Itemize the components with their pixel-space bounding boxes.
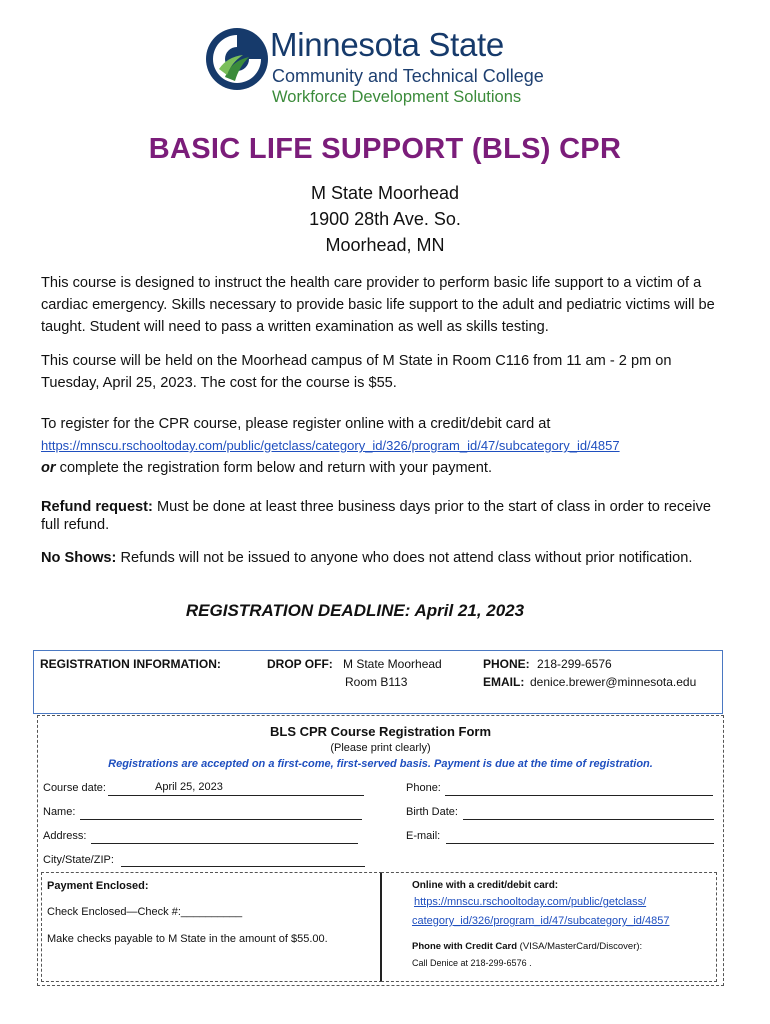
course-date-value: April 25, 2023	[155, 781, 223, 793]
payment-enclosed-label: Payment Enclosed:	[47, 880, 149, 892]
email-label: EMAIL:	[483, 675, 525, 689]
phone-cc-label: Phone with Credit Card	[412, 941, 518, 952]
phone-cc-note: (VISA/MasterCard/Discover):	[517, 941, 643, 952]
noshow-paragraph	[41, 549, 731, 567]
phone-label: PHONE:	[483, 657, 530, 671]
email-value: denice.brewer@minnesota.edu	[530, 675, 697, 689]
refund-text: Must be done at least three business days prior to the start of class in order to receive full refund.	[41, 499, 711, 533]
dropoff-room: Room B113	[345, 675, 408, 689]
check-number-field[interactable]: Check Enclosed—Check #:__________	[47, 906, 243, 918]
form-email-label: E-mail:	[406, 830, 441, 842]
online-link-2[interactable]: category_id/326/program_id/47/subcategory_id/4857	[412, 915, 670, 927]
register-link[interactable]: https://mnscu.rschooltoday.com/public/getclass/category_id/326/program_id/47/subcategory_id/4857	[41, 438, 620, 453]
schedule-paragraph: This course will be held on the Moorhead campus of M State in Room C116 from 11 am - 2 pm on Tuesday, April 25, 2023. The cost for the course is $55.	[41, 353, 672, 391]
form-phone-line[interactable]	[445, 795, 713, 796]
page-title: BASIC LIFE SUPPORT (BLS) CPR	[148, 133, 622, 165]
noshow-text: Refunds will not be issued to anyone who does not attend class without prior notification.	[116, 550, 693, 566]
birth-date-label: Birth Date:	[406, 806, 458, 818]
name-line[interactable]	[80, 819, 362, 820]
dropoff-location: M State Moorhead	[343, 657, 442, 671]
birth-date-line[interactable]	[463, 819, 714, 820]
phone-credit-card	[412, 941, 642, 952]
form-phone-label: Phone:	[406, 782, 441, 794]
course-date-label: Course date:	[43, 782, 106, 794]
phone-value: 218-299-6576	[537, 657, 612, 671]
address-line-3: Moorhead, MN	[325, 235, 445, 255]
registration-info-label: REGISTRATION INFORMATION:	[40, 657, 221, 671]
form-subtitle: (Please print clearly)	[330, 742, 431, 754]
refund-paragraph	[41, 498, 731, 534]
address-line-1: M State Moorhead	[310, 183, 460, 203]
online-link-1[interactable]: https://mnscu.rschooltoday.com/public/getclass/	[414, 896, 647, 908]
course-date-line[interactable]	[108, 795, 364, 796]
logo-tagline: Workforce Development Solutions	[272, 88, 522, 106]
dropoff-label: DROP OFF:	[267, 657, 333, 671]
form-email-line[interactable]	[446, 843, 714, 844]
registration-deadline: REGISTRATION DEADLINE: April 21, 2023	[185, 601, 525, 620]
name-label: Name:	[43, 806, 76, 818]
city-label: City/State/ZIP:	[43, 854, 114, 866]
address-line[interactable]	[91, 843, 358, 844]
intro-paragraph: This course is designed to instruct the health care provider to perform basic life support to a victim of a cardiac emergency. Skills necessary to provide basic life support to the adult and pediatric victims will be taught. Student will need to pass a written examination as well as skills testing.	[41, 275, 715, 335]
form-title: BLS CPR Course Registration Form	[269, 724, 492, 739]
address-label: Address:	[43, 830, 87, 842]
noshow-label: No Shows:	[41, 550, 117, 566]
register-or: or	[41, 460, 56, 476]
register-text: To register for the CPR course, please register online with a credit/debit card at	[41, 416, 551, 432]
address-line-2: 1900 28th Ave. So.	[309, 209, 461, 229]
payable-note: Make checks payable to M State in the amount of $55.00.	[47, 933, 328, 945]
register-rest: complete the registration form below and return with your payment.	[55, 460, 492, 476]
online-label: Online with a credit/debit card:	[412, 880, 559, 891]
call-note: Call Denice at 218-299-6576 .	[412, 958, 532, 968]
college-logo-icon	[205, 27, 269, 91]
refund-label: Refund request:	[41, 499, 153, 515]
logo-name: Minnesota State	[270, 26, 504, 63]
register-paragraph	[41, 413, 731, 479]
form-note: Registrations are accepted on a first-come, first-served basis. Payment is due at the time of registration.	[108, 758, 653, 770]
logo-subtitle: Community and Technical College	[272, 66, 544, 86]
city-line[interactable]	[121, 866, 365, 867]
